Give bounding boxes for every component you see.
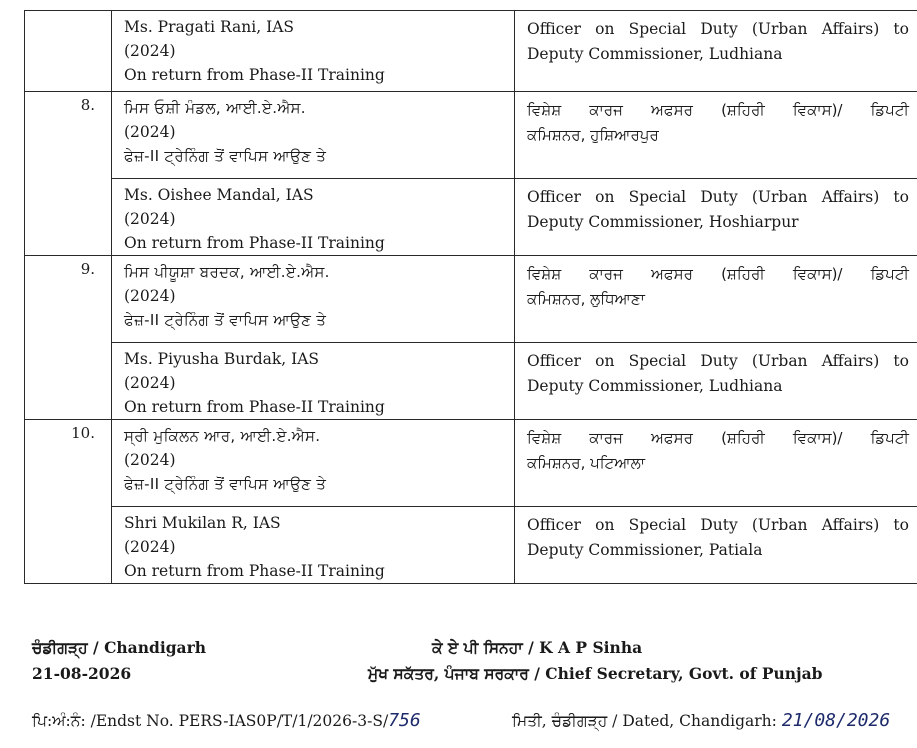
posting-cell-punjabi (515, 92, 917, 179)
posting-line-1-english (527, 513, 909, 538)
officer-name-english: Ms. Oishee Mandal, IAS (124, 186, 314, 204)
posting-word: (Urban (751, 516, 808, 534)
posting-cell-punjabi (515, 256, 917, 343)
table-row-english (25, 11, 917, 92)
posting-word: on (595, 20, 615, 38)
posting-word: to (893, 352, 909, 370)
posting-word: ਡਿਪਟੀ (870, 101, 909, 119)
posting-word: ਵਿਸ਼ੇਸ਼ (527, 101, 562, 119)
training-note-punjabi: ਫੇਜ਼-II ਟ੍ਰੇਨਿੰਗ ਤੋਂ ਵਾਪਿਸ ਆਉਣ ਤੇ (124, 147, 327, 165)
posting-word: ਵਿਸ਼ੇਸ਼ (527, 429, 562, 447)
posting-line-1-punjabi (527, 262, 909, 287)
posting-word: Affairs) (821, 516, 880, 534)
posting-line-2-punjabi: ਕਮਿਸ਼ਨਰ, ਲੁਧਿਆਣਾ (527, 290, 645, 308)
officer-name-cell-english (112, 179, 515, 256)
posting-word: to (893, 20, 909, 38)
posting-word: ਅਫਸਰ (650, 101, 693, 119)
batch-year-english: (2024) (124, 210, 176, 228)
posting-line-2-punjabi: ਕਮਿਸ਼ਨਰ, ਪਟਿਆਲਾ (527, 454, 646, 472)
training-note-english: On return from Phase-II Training (124, 562, 385, 580)
posting-word: ਵਿਕਾਸ)/ (792, 265, 843, 283)
posting-word: ਕਾਰਜ (589, 429, 623, 447)
officer-name-cell-english (112, 11, 515, 92)
endorsement-number (32, 710, 421, 731)
serial-number (25, 11, 95, 15)
endorsement-prefix: ਪਿ:ਅੰ:ਨੰ: /Endst No. PERS-IAS0P/T/1/2026-3-S/ (32, 712, 389, 730)
posting-word: Duty (700, 20, 738, 38)
batch-year-punjabi: (2024) (124, 287, 176, 305)
posting-word: Affairs) (821, 188, 880, 206)
officer-name-cell-punjabi (112, 92, 515, 179)
posting-word: (Urban (751, 188, 808, 206)
dated-line (512, 710, 890, 731)
batch-year-english: (2024) (124, 538, 176, 556)
posting-line-2-english: Deputy Commissioner, Ludhiana (527, 45, 783, 63)
table-row-punjabi (25, 420, 917, 507)
serial-number: 9. (80, 260, 95, 278)
posting-word: Special (628, 352, 687, 370)
posting-word: on (595, 188, 615, 206)
officer-name-punjabi: ਸ੍ਰੀ ਮੁਕਿਲਨ ਆਰ, ਆਈ.ਏ.ਐਸ. (124, 427, 321, 445)
posting-line-2-punjabi: ਕਮਿਸ਼ਨਰ, ਹੁਸ਼ਿਆਰਪੁਰ (527, 126, 659, 144)
posting-cell-english (515, 507, 917, 584)
posting-word: ਅਫਸਰ (650, 265, 693, 283)
posting-word: ਕਾਰਜ (589, 101, 623, 119)
table-row-english (25, 179, 917, 256)
training-note-english: On return from Phase-II Training (124, 398, 385, 416)
table-row-english (25, 343, 917, 420)
posting-word: to (893, 516, 909, 534)
posting-line-1-english (527, 185, 909, 210)
posting-word: Officer (527, 352, 581, 370)
officer-name-english: Shri Mukilan R, IAS (124, 514, 281, 532)
posting-word: Officer (527, 516, 581, 534)
posting-word: Duty (700, 188, 738, 206)
officer-name-cell-english (112, 507, 515, 584)
posting-line-2-english: Deputy Commissioner, Ludhiana (527, 377, 783, 395)
batch-year-english: (2024) (124, 42, 176, 60)
posting-word: on (595, 516, 615, 534)
posting-word: Special (628, 20, 687, 38)
posting-word: (Urban (751, 20, 808, 38)
posting-word: Duty (700, 352, 738, 370)
posting-word: Officer (527, 188, 581, 206)
training-note-english: On return from Phase-II Training (124, 66, 385, 84)
serial-number-cell (25, 420, 112, 584)
signatory-name: ਕੇ ਏ ਪੀ ਸਿਨਹਾ / K A P Sinha (432, 638, 643, 657)
posting-word: ਅਫਸਰ (650, 429, 693, 447)
officer-name-cell-punjabi (112, 256, 515, 343)
officer-name-punjabi: ਮਿਸ ਪੀਯੂਸ਼ਾ ਬਰਦਕ, ਆਈ.ਏ.ਐਸ. (124, 263, 330, 281)
officer-name-cell-punjabi (112, 420, 515, 507)
officer-name-punjabi: ਮਿਸ ਓਸ਼ੀ ਮੰਡਲ, ਆਈ.ਏ.ਐਸ. (124, 99, 306, 117)
place-text: ਚੰਡੀਗੜ੍ਹ / Chandigarh (32, 638, 207, 657)
posting-word: Special (628, 188, 687, 206)
posting-cell-english (515, 343, 917, 420)
posting-line-1-english (527, 349, 909, 374)
serial-number-cell (25, 256, 112, 420)
training-note-english: On return from Phase-II Training (124, 234, 385, 252)
posting-word: (ਸ਼ਹਿਰੀ (721, 429, 765, 447)
posting-word: ਕਾਰਜ (589, 265, 623, 283)
posting-word: Duty (700, 516, 738, 534)
training-note-punjabi: ਫੇਜ਼-II ਟ੍ਰੇਨਿੰਗ ਤੋਂ ਵਾਪਿਸ ਆਉਣ ਤੇ (124, 311, 327, 329)
training-note-punjabi: ਫੇਜ਼-II ਟ੍ਰੇਨਿੰਗ ਤੋਂ ਵਾਪਿਸ ਆਉਣ ਤੇ (124, 475, 327, 493)
serial-number-cell (25, 92, 112, 256)
posting-word: (ਸ਼ਹਿਰੀ (721, 265, 765, 283)
serial-number-cell (25, 11, 112, 92)
serial-number: 8. (80, 96, 95, 114)
serial-number: 10. (71, 424, 95, 442)
officer-name-english: Ms. Piyusha Burdak, IAS (124, 350, 320, 368)
posting-word: Affairs) (821, 20, 880, 38)
posting-line-2-english: Deputy Commissioner, Patiala (527, 541, 763, 559)
posting-line-2-english: Deputy Commissioner, Hoshiarpur (527, 213, 799, 231)
posting-cell-punjabi (515, 420, 917, 507)
posting-word: ਵਿਕਾਸ)/ (792, 101, 843, 119)
issue-date: 21-08-2026 (32, 664, 132, 683)
posting-word: on (595, 352, 615, 370)
posting-word: ਵਿਕਾਸ)/ (792, 429, 843, 447)
signatory-title: ਮੁੱਖ ਸਕੱਤਰ, ਪੰਜਾਬ ਸਰਕਾਰ / Chief Secretary, Govt. of Punjab (368, 664, 823, 683)
table-row-english (25, 507, 917, 584)
table-row-punjabi (25, 92, 917, 179)
posting-line-1-english (527, 17, 909, 42)
posting-cell-english (515, 179, 917, 256)
batch-year-punjabi: (2024) (124, 123, 176, 141)
batch-year-punjabi: (2024) (124, 451, 176, 469)
batch-year-english: (2024) (124, 374, 176, 392)
posting-line-1-punjabi (527, 98, 909, 123)
posting-word: to (893, 188, 909, 206)
posting-word: Affairs) (821, 352, 880, 370)
posting-cell-english (515, 11, 917, 92)
posting-word: Officer (527, 20, 581, 38)
posting-line-1-punjabi (527, 426, 909, 451)
posting-word: ਡਿਪਟੀ (870, 429, 909, 447)
table-row-punjabi (25, 256, 917, 343)
posting-word: Special (628, 516, 687, 534)
posting-word: (Urban (751, 352, 808, 370)
posting-word: ਡਿਪਟੀ (870, 265, 909, 283)
officer-name-english: Ms. Pragati Rani, IAS (124, 18, 295, 36)
officer-name-cell-english (112, 343, 515, 420)
posting-word: ਵਿਸ਼ੇਸ਼ (527, 265, 562, 283)
posting-orders-table (24, 10, 917, 584)
endorsement-handwritten-number: 756 (388, 710, 421, 731)
dated-prefix: ਮਿਤੀ, ਚੰਡੀਗੜ੍ਹ / Dated, Chandigarh: (512, 712, 777, 730)
dated-handwritten: 21/08/2026 (781, 710, 891, 731)
posting-word: (ਸ਼ਹਿਰੀ (721, 101, 765, 119)
